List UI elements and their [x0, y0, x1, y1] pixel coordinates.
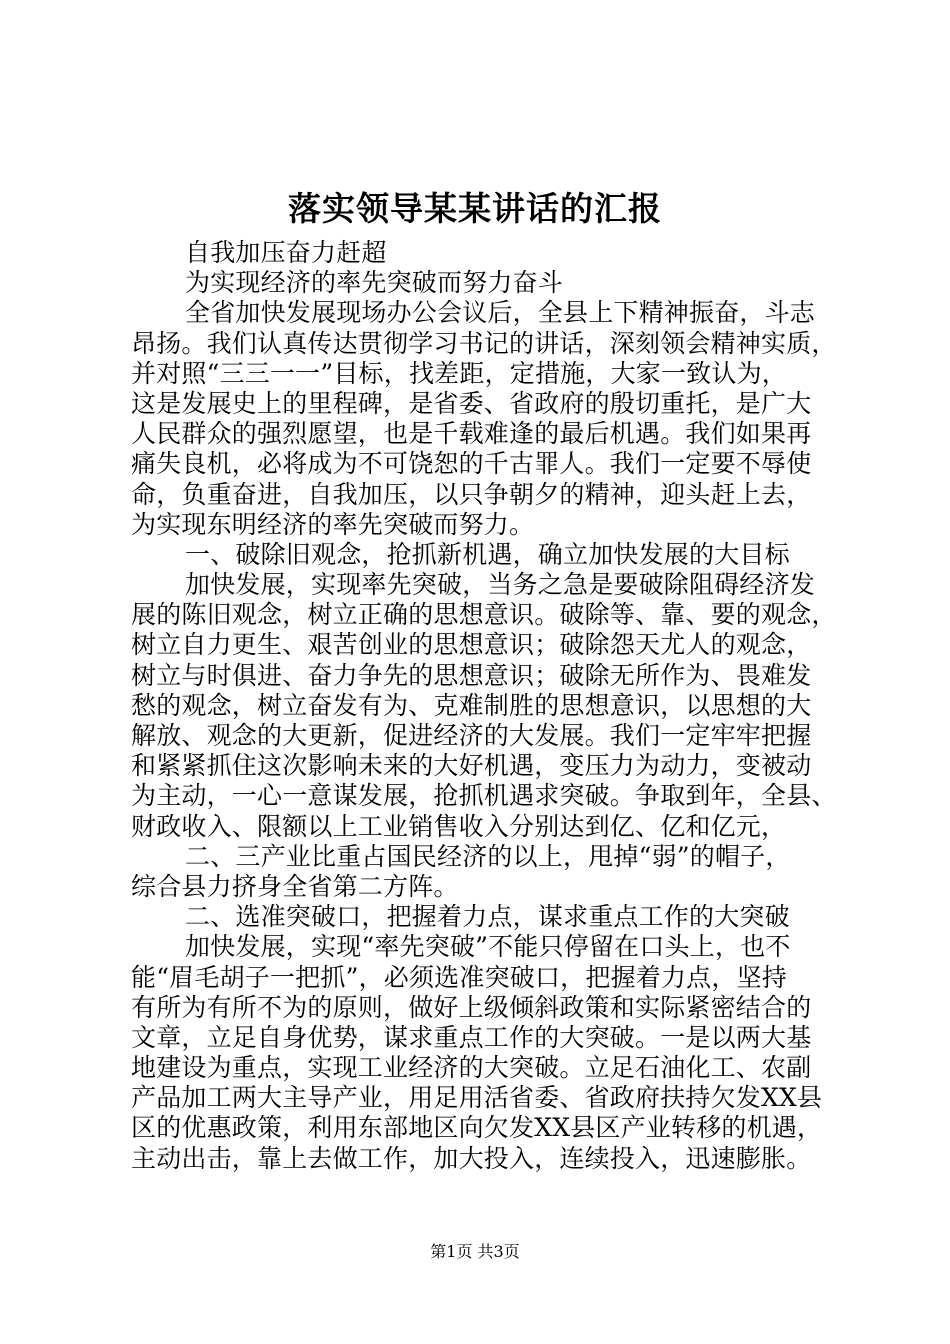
- text-line: 自我加压奋力赶超: [185, 238, 387, 267]
- text-line: 财政收入、限额以上工业销售收入分别达到亿、亿和亿元，: [131, 811, 787, 841]
- text-line: 为实现东明经济的率先突破而努力。: [131, 509, 535, 539]
- text-line: 并对照“三三一一”目标，找差距，定措施，大家一致认为，: [131, 358, 787, 388]
- text-line: 为主动，一心一意谋发展，抢抓机遇求突破。争取到年，全县、: [131, 781, 837, 811]
- text-line: 人民群众的强烈愿望，也是千载难逢的最后机遇。我们如果再: [131, 419, 812, 449]
- text-line: 能“眉毛胡子一把抓”，必须选准突破口，把握着力点，坚持: [131, 962, 787, 992]
- text-line: 解放、观念的大更新，促进经济的大发展。我们一定牢牢把握: [131, 721, 812, 750]
- text-line: 地建设为重点，实现工业经济的大突破。立足石油化工、农副: [131, 1053, 812, 1083]
- text-line: 为实现经济的率先突破而努力奋斗: [185, 268, 564, 298]
- text-line: 区的优惠政策，利用东部地区向欠发XX县区产业转移的机遇，: [131, 1113, 823, 1143]
- text-line: 命，负重奋进，自我加压，以只争朝夕的精神，迎头赶上去，: [131, 479, 812, 509]
- text-line: 主动出击，靠上去做工作，加大投入，连续投入，迅速膨胀。: [131, 1143, 812, 1173]
- text-line: 二、三产业比重占国民经济的以上，甩掉“弱”的帽子，: [185, 841, 791, 871]
- text-line: 一、破除旧观念，抢抓新机遇，确立加快发展的大目标: [185, 539, 790, 569]
- text-line: 产品加工两大主导产业，用足用活省委、省政府扶持欠发XX县: [131, 1083, 823, 1113]
- text-line: 加快发展，实现率先突破，当务之急是要破除阻碍经济发: [185, 570, 816, 600]
- text-line: 昂扬。我们认真传达贯彻学习书记的讲话，深刻领会精神实质，: [131, 328, 837, 358]
- document-body: [131, 238, 837, 1174]
- text-line: 综合县力挤身全省第二方阵。: [131, 871, 459, 901]
- document-title: 落实领导某某讲话的汇报: [288, 189, 662, 228]
- text-line: 树立自力更生、艰苦创业的思想意识；破除怨天尤人的观念，: [131, 630, 812, 660]
- page-footer: 第1页 共3页: [430, 1242, 520, 1261]
- text-line: 痛失良机，必将成为不可饶恕的千古罪人。我们一定要不辱使: [131, 449, 812, 479]
- text-line: 文章，立足自身优势，谋求重点工作的大突破。一是以两大基: [131, 1022, 812, 1052]
- text-line: 树立与时俱进、奋力争先的思想意识；破除无所作为、畏难发: [131, 660, 812, 690]
- text-line: 加快发展，实现“率先突破”不能只停留在口头上，也不: [185, 932, 791, 962]
- text-line: 展的陈旧观念，树立正确的思想意识。破除等、靠、要的观念，: [131, 600, 837, 630]
- text-line: 这是发展史上的里程碑，是省委、省政府的殷切重托，是广大: [131, 388, 812, 418]
- text-line: 有所为有所不为的原则，做好上级倾斜政策和实际紧密结合的: [131, 992, 812, 1022]
- text-line: 二、选准突破口，把握着力点，谋求重点工作的大突破: [185, 902, 790, 932]
- text-line: 愁的观念，树立奋发有为、克难制胜的思想意识，以思想的大: [131, 690, 812, 720]
- text-line: 和紧紧抓住这次影响未来的大好机遇，变压力为动力，变被动: [131, 751, 812, 781]
- text-line: 全省加快发展现场办公会议后，全县上下精神振奋，斗志: [185, 298, 816, 328]
